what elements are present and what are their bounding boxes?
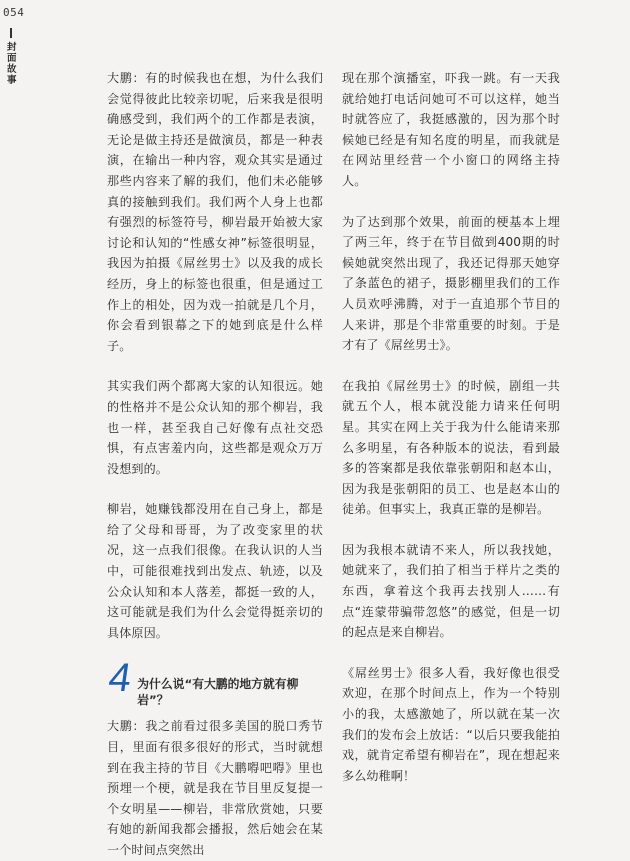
section-number: 4 [105,656,135,701]
section-label: 封面故事 [7,42,17,86]
paragraph: 大鹏：我之前看过很多美国的脱口秀节目，里面有很多很好的形式，当时就想到在我主持的节目《大鹏嘚吧嘚》里也预埋一个梗，就是我在节目里反复提一个女明星——柳岩，非常欣赏她，只要有她的新闻我都会播报，然后她会在某一个时间点突然出 [107,719,323,857]
section-heading [105,656,323,708]
paragraph: 为了达到那个效果，前面的梗基本上埋了两三年，终于在节目做到400期的时候她就突然出现了，我还记得那天她穿了条蓝色的裙子，摄影棚里我们的工作人员欢呼沸腾，对于一直追那个节目的人来讲，那是个非常重要的时刻。于是才有了《屌丝男士》。 [342,214,560,353]
right-column [342,68,560,786]
left-column [107,68,323,861]
section-title: 为什么说“有大鹏的地方就有柳岩”？ [137,677,299,708]
paragraph: 现在那个演播室，吓我一跳。有一天我就给她打电话问她可不可以这样，她当时就答应了，我挺感激的，因为那个时候她已经是有知名度的明星，而我就是在网站里经营一个小窗口的网络主持人。 [342,71,560,188]
paragraph: 大鹏：有的时候我也在想，为什么我们会觉得彼此比较亲切呢，后来我是很明确感受到，我们两个的工作都是表演，无论是做主持还是做演员，都是一种表演，在输出一种内容，观众其实是通过那些内容来了解的我们，他们未必能够真的接触到我们。我们两个人身上也都有强烈的标签符号，柳岩最开始被大家讨论和认知的“性感女神”标签很明显，我因为拍摄《屌丝男士》以及我的成长经历，身上的标签也很重，但是通过工作上的相处，因为戏一拍就是几个月，你会看到银幕之下的她到底是什么样子。 [107,71,323,353]
side-rule [10,28,12,38]
paragraph: 《屌丝男士》很多人看，我好像也很受欢迎，在那个时间点上，作为一个特别小的我，太感激她了，所以就在某一次我们的发布会上放话：“以后只要我能拍戏，就肯定希望有柳岩在”，现在想起来多么幼稚啊！ [342,665,560,783]
paragraph: 在我拍《屌丝男士》的时候，剧组一共就五个人，根本就没能力请来任何明星。其实在网上关于我为什么能请来那么多明星，有各种版本的说法，看到最多的答案都是我依靠张朝阳和赵本山，因为我是张朝阳的员工、也是赵本山的徒弟。但事实上，我真正靠的是柳岩。 [342,378,560,517]
paragraph: 其实我们两个都离大家的认知很远。她的性格并不是公众认知的那个柳岩，我也一样，甚至我自己好像有点社交恐惧，有点害羞内向，这些都是观众万万没想到的。 [107,379,323,476]
page-number: 054 [3,6,25,19]
paragraph: 柳岩，她赚钱都没用在自己身上，都是给了父母和哥哥，为了改变家里的状况，这一点我们很像。在我认识的人当中，可能很难找到出发点、轨迹，以及公众认知和本人落差，都挺一致的人，这可能就是我们为什么会觉得挺亲切的具体原因。 [107,502,323,640]
paragraph: 因为我根本就请不来人，所以我找她，她就来了，我们拍了相当于样片之类的东西，拿着这个我再去找别人……有点“连蒙带骗带忽悠”的感觉，但是一切的起点是来自柳岩。 [342,542,560,640]
